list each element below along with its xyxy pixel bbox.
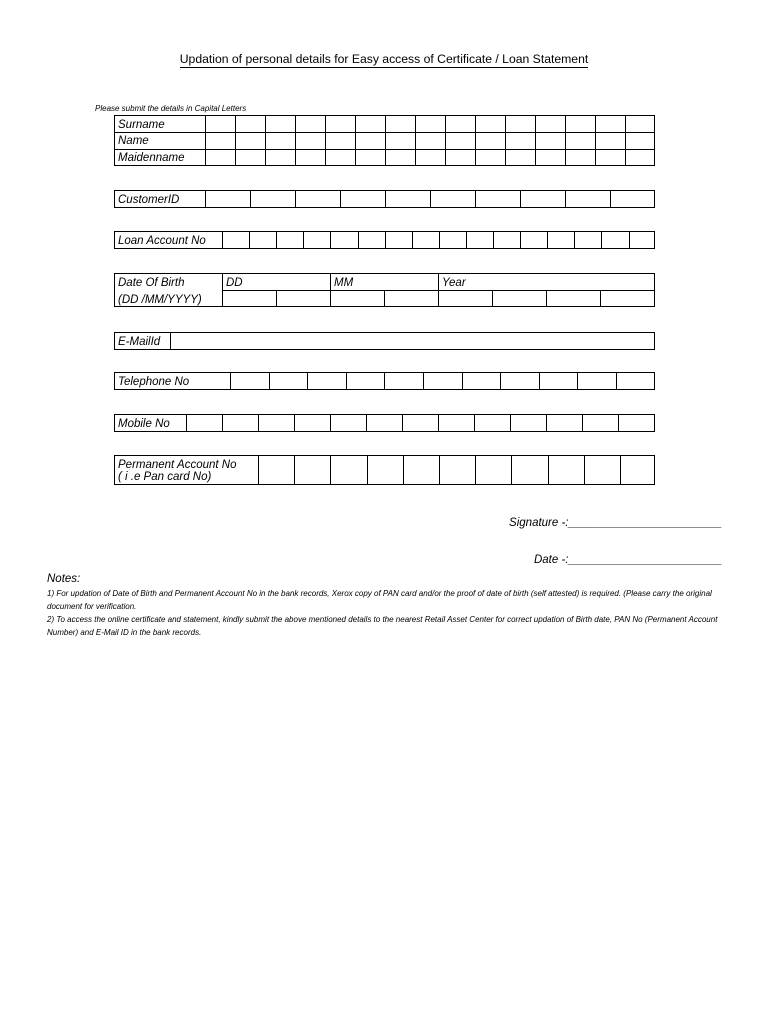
cell-divider <box>511 456 512 484</box>
cell-divider <box>235 116 236 165</box>
cell-divider <box>475 456 476 484</box>
cell-divider <box>574 232 575 248</box>
cell-divider <box>294 415 295 431</box>
email-field[interactable] <box>114 332 655 350</box>
cell-divider <box>385 232 386 248</box>
cell-divider <box>535 116 536 165</box>
pan-label: Permanent Account No <box>118 459 237 471</box>
cell-divider <box>307 373 308 389</box>
signature-line: Signature -:________________________ <box>509 517 722 529</box>
cell-divider <box>439 232 440 248</box>
dob-year-label: Year <box>442 277 466 289</box>
telephone-label: Telephone No <box>118 376 190 388</box>
cell-divider <box>412 232 413 248</box>
cell-divider <box>340 191 341 207</box>
mobile-field[interactable] <box>114 414 655 432</box>
note-1: 1) For updation of Date of Birth and Permanent Account No in the bank records, Xerox copy of PAN card and/or the proof of date of birth (self attested) is required. (Please carry the original document for verification. <box>47 589 712 611</box>
cell-divider <box>600 290 601 306</box>
cell-divider <box>595 116 596 165</box>
cell-divider <box>205 191 206 207</box>
cell-divider <box>330 415 331 431</box>
cell-divider <box>475 191 476 207</box>
cell-divider <box>618 415 619 431</box>
cell-divider <box>222 415 223 431</box>
cell-divider <box>430 191 431 207</box>
cell-divider <box>565 191 566 207</box>
dob-format-label: (DD /MM/YYYY) <box>118 294 202 306</box>
cell-divider <box>265 116 266 165</box>
cell-divider <box>475 116 476 165</box>
cell-divider <box>276 232 277 248</box>
cell-divider <box>505 116 506 165</box>
cell-divider <box>438 415 439 431</box>
cell-divider <box>367 456 368 484</box>
dob-dd-label: DD <box>226 277 243 289</box>
cell-divider <box>230 373 231 389</box>
name-label: Name <box>118 135 149 147</box>
dob-mm-label: MM <box>334 277 354 289</box>
cell-divider <box>403 456 404 484</box>
cell-divider <box>269 373 270 389</box>
note-2: 2) To access the online certificate and statement, kindly submit the above mentioned details to the nearest Retail Asset Center for correct updation of Birth date, PAN No (Permanent Account Number) and E-Mail ID in the bank records. <box>47 615 718 637</box>
email-label: E-MailId <box>118 336 161 348</box>
cell-divider <box>366 415 367 431</box>
cell-divider <box>295 116 296 165</box>
cell-divider <box>358 232 359 248</box>
customer-id-label: CustomerID <box>118 194 180 206</box>
cell-divider <box>474 415 475 431</box>
surname-label: Surname <box>118 119 165 131</box>
cell-divider <box>466 232 467 248</box>
cell-divider <box>620 456 621 484</box>
dob-label: Date Of Birth <box>118 277 185 289</box>
cell-divider <box>402 415 403 431</box>
cell-divider <box>325 116 326 165</box>
cell-divider <box>520 232 521 248</box>
date-line: Date -:________________________ <box>533 554 722 566</box>
cell-divider <box>346 373 347 389</box>
cell-divider <box>303 232 304 248</box>
cell-divider <box>276 290 277 306</box>
cell-divider <box>222 232 223 248</box>
cell-divider <box>625 116 626 165</box>
telephone-field[interactable] <box>114 372 655 390</box>
cell-divider <box>493 232 494 248</box>
cell-divider <box>629 232 630 248</box>
cell-divider <box>548 456 549 484</box>
cell-divider <box>384 373 385 389</box>
cell-divider <box>547 232 548 248</box>
cell-divider <box>610 191 611 207</box>
mobile-label: Mobile No <box>118 418 170 430</box>
notes-heading: Notes: <box>47 573 81 585</box>
name-fields-grid <box>114 115 655 166</box>
cell-divider <box>330 456 331 484</box>
dob-field[interactable] <box>114 273 655 307</box>
cell-divider <box>546 290 547 306</box>
cell-divider <box>565 116 566 165</box>
cell-divider <box>500 373 501 389</box>
cell-divider <box>439 456 440 484</box>
cell-divider <box>582 415 583 431</box>
cell-divider <box>520 191 521 207</box>
cell-divider <box>584 456 585 484</box>
loan-account-label: Loan Account No <box>118 235 206 247</box>
maidenname-label: Maidenname <box>118 152 185 164</box>
cell-divider <box>415 116 416 165</box>
customer-id-field[interactable] <box>114 190 655 208</box>
cell-divider <box>205 116 206 165</box>
cell-divider <box>577 373 578 389</box>
form-title: Updation of personal details for Easy access of Certificate / Loan Statement <box>179 52 589 66</box>
capital-letters-instruction: Please submit the details in Capital Letters <box>95 104 247 113</box>
cell-divider <box>250 191 251 207</box>
cell-divider <box>295 191 296 207</box>
cell-divider <box>601 232 602 248</box>
cell-divider <box>423 373 424 389</box>
loan-account-field[interactable] <box>114 231 655 249</box>
cell-divider <box>186 415 187 431</box>
cell-divider <box>539 373 540 389</box>
cell-divider <box>384 290 385 306</box>
cell-divider <box>249 232 250 248</box>
cell-divider <box>294 456 295 484</box>
pan-sub-label: ( i .e Pan card No) <box>118 471 212 483</box>
cell-divider <box>258 456 259 484</box>
cell-divider <box>510 415 511 431</box>
cell-divider <box>355 116 356 165</box>
cell-divider <box>385 191 386 207</box>
cell-divider <box>616 373 617 389</box>
cell-divider <box>330 232 331 248</box>
cell-divider <box>445 116 446 165</box>
cell-divider <box>546 415 547 431</box>
cell-divider <box>492 290 493 306</box>
cell-divider <box>258 415 259 431</box>
cell-divider <box>462 373 463 389</box>
cell-divider <box>385 116 386 165</box>
pan-field[interactable] <box>114 455 655 485</box>
